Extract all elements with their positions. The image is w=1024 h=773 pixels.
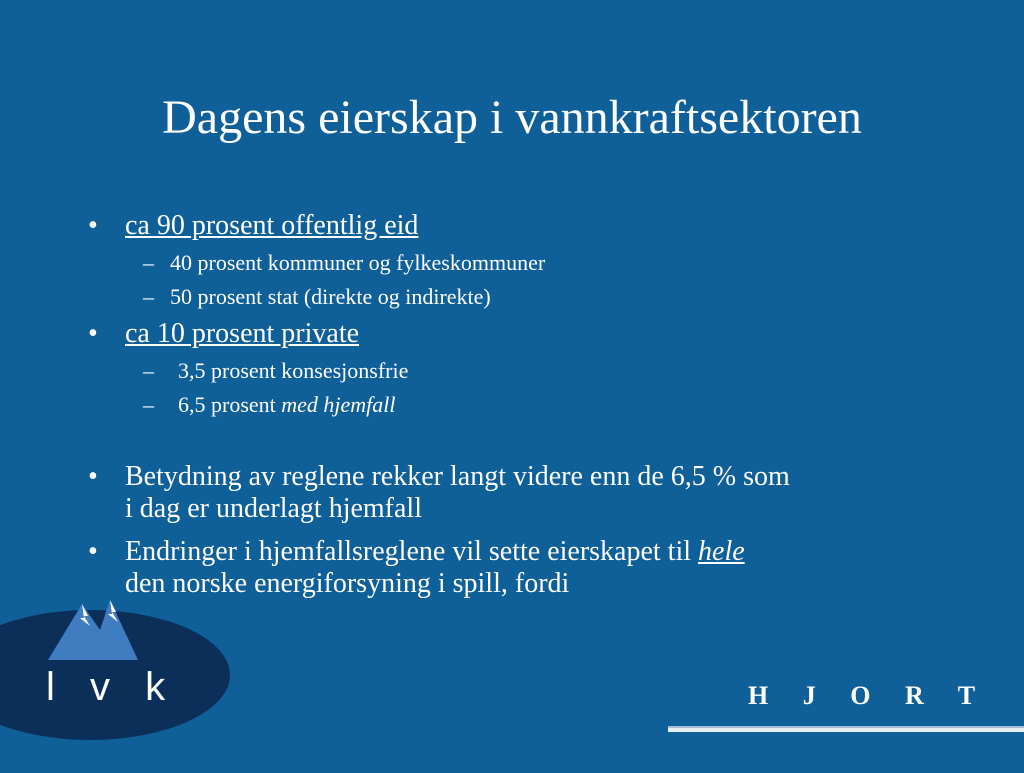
bullet-marker: • (88, 461, 98, 492)
bullet-marker: • (88, 210, 98, 241)
sub-bullet-text: 50 prosent stat (direkte og indirekte) (170, 284, 491, 309)
sub-bullet-text-plain: 6,5 prosent (178, 392, 282, 417)
bullet-text: ca 10 prosent private (125, 318, 360, 349)
bullet-text-plain: Endringer i hjemfallsreglene vil sette eierskapet til (125, 536, 699, 567)
bullet-item (88, 461, 958, 529)
bullet-text: ca 90 prosent offentlig eid (125, 210, 419, 241)
brand-underline (668, 726, 1024, 732)
bullet-text-line2: i dag er underlagt hjemfall (125, 493, 422, 524)
brand-name: H J O R T (748, 681, 990, 710)
sub-bullet-text: 40 prosent kommuner og fylkeskommuner (170, 250, 546, 275)
sub-bullet-text: 3,5 prosent konsesjonsfrie (178, 358, 409, 383)
mountain-logo-icon (0, 560, 260, 768)
sub-bullet-marker: – (143, 392, 154, 417)
logo-text: l v k (46, 665, 178, 709)
bullet-marker: • (88, 318, 98, 349)
sub-bullet-marker: – (143, 358, 154, 383)
bullet-text-emphasis: hele (698, 536, 745, 567)
bullet-marker: • (88, 536, 98, 567)
sub-bullet-marker: – (143, 284, 154, 309)
slide-title: Dagens eierskap i vannkraftsektoren (162, 91, 862, 144)
bullet-text-line1: Betydning av reglene rekker langt videre enn de 6,5 % som (125, 461, 790, 492)
sub-bullet-text (178, 392, 396, 418)
lvk-logo (0, 560, 260, 768)
bullet-text-line2: den norske energiforsyning i spill, fordi (125, 568, 570, 599)
sub-bullet-text-italic: med hjemfall (281, 392, 396, 417)
sub-bullet-marker: – (143, 250, 154, 275)
